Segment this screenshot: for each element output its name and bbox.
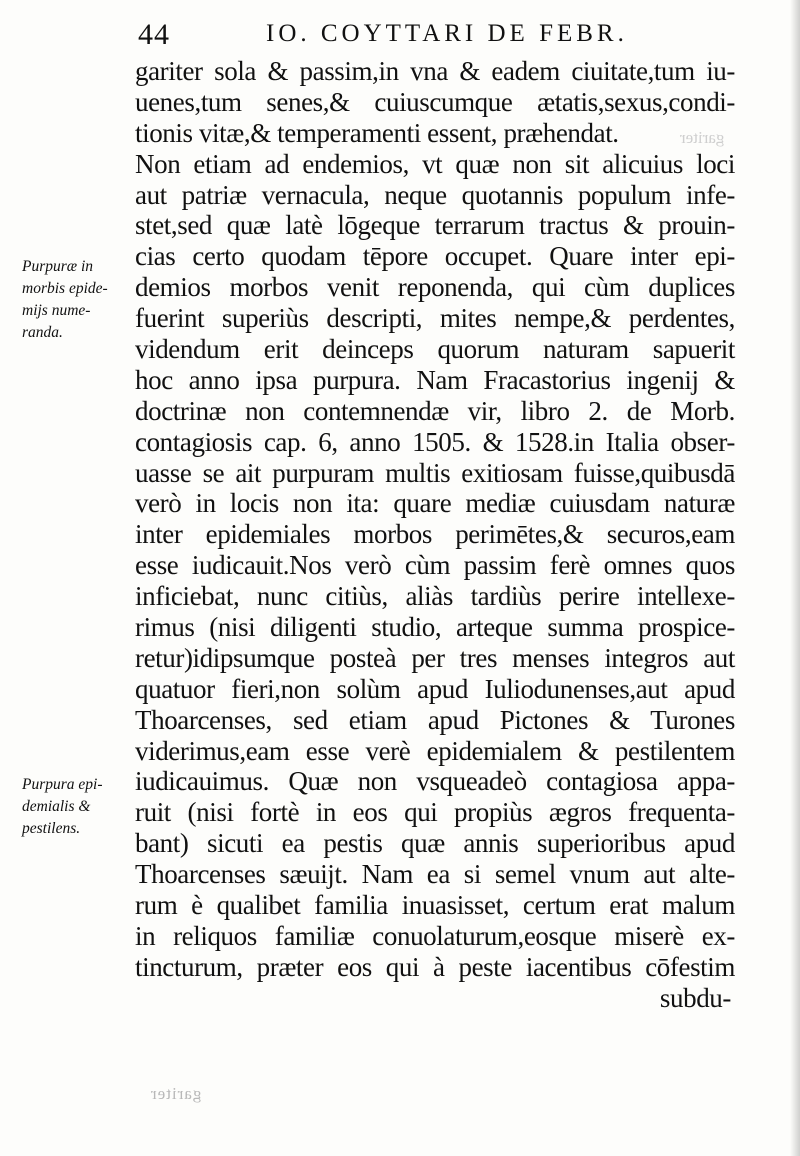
- text-line: stet,sed quæ latè lōgeque terrarum tractus & prouin-: [135, 210, 735, 241]
- text-line: hoc anno ipsa purpura. Nam Fracastorius ingenij &: [135, 364, 735, 395]
- page-number: 44: [138, 18, 170, 51]
- text-line: iudicauimus. Quæ non vsqueadeò contagiosa appa-: [135, 766, 735, 797]
- margin-note-line: randa.: [22, 324, 63, 341]
- text-line: aut patriæ vernacula, neque quotannis populum infe-: [135, 179, 735, 210]
- text-line: cias certo quodam tēpore occupet. Quare inter epi-: [135, 241, 735, 272]
- show-through-text: gariter: [150, 1084, 202, 1103]
- text-line: Thoarcenses sæuijt. Nam ea si semel vnum aut alte-: [135, 859, 735, 890]
- text-line: demios morbos venit reponenda, qui cùm duplices: [135, 272, 735, 303]
- margin-note-line: Purpura epi-: [22, 776, 103, 793]
- text-line: doctrinæ non contemnendæ vir, libro 2. de Morb.: [135, 395, 735, 426]
- text-line: tincturum, præter eos qui à peste iacentibus cōfestim: [135, 951, 735, 982]
- page-gutter-shadow: [790, 0, 800, 1156]
- text-line: tionis vitæ,& temperamenti essent, præhendat.: [135, 117, 619, 148]
- margin-note: [22, 256, 134, 344]
- text-line: gariter sola & passim,in vna & eadem ciuitate,tum iu-: [135, 56, 735, 86]
- margin-note: [22, 774, 134, 840]
- text-line: verò in locis non ita: quare mediæ cuiusdam naturæ: [135, 488, 735, 519]
- body-text: [135, 56, 735, 1014]
- text-line: ruit (nisi fortè in eos qui propiùs ægros frequenta-: [135, 797, 735, 828]
- text-line: contagiosis cap. 6, anno 1505. & 1528.in Italia obser-: [135, 426, 735, 457]
- text-line: Thoarcenses, sed etiam apud Pictones & Turones: [135, 704, 735, 735]
- running-head: IO. COYTTARI DE FEBR.: [266, 20, 628, 47]
- margin-note-line: morbis epide-: [22, 280, 108, 297]
- text-line: esse iudicauit.Nos verò cùm passim ferè omnes quos: [135, 550, 735, 581]
- text-line: videndum erit deinceps quorum naturam sapuerit: [135, 334, 735, 365]
- page-header: [138, 16, 658, 56]
- text-line: uenes,tum senes,& cuiuscumque ætatis,sexus,condi-: [135, 86, 735, 117]
- show-through-text: gariter: [680, 128, 725, 147]
- margin-note-line: pestilens.: [22, 820, 81, 837]
- text-line: inter epidemiales morbos perimētes,& securos,eam: [135, 519, 735, 550]
- text-line: bant) sicuti ea pestis quæ annis superioribus apud: [135, 828, 735, 859]
- text-line: rimus (nisi diligenti studio, arteque summa prospice-: [135, 612, 735, 643]
- text-line: retur)idipsumque posteà per tres menses integros aut: [135, 642, 735, 673]
- text-line: uasse se ait purpuram multis exitiosam fuisse,quibusdā: [135, 457, 735, 488]
- text-line: quatuor fieri,non solùm apud Iuliodunenses,aut apud: [135, 673, 735, 704]
- text-line: fuerint superiùs descripti, mites nempe,& perdentes,: [135, 303, 735, 334]
- text-line: viderimus,eam esse verè epidemialem & pestilentem: [135, 735, 735, 766]
- text-line: rum è qualibet familia inuasisset, certum erat malum: [135, 890, 735, 921]
- margin-note-line: Purpuræ in: [22, 258, 94, 275]
- text-line: in reliquos familiæ conuolaturum,eosque miserè ex-: [135, 920, 735, 951]
- catchword: subdu-: [659, 982, 731, 1013]
- margin-note-line: mijs nume-: [22, 302, 91, 319]
- text-line: inficiebat, nunc citiùs, aliàs tardiùs perire intellexe-: [135, 581, 735, 612]
- text-line: Non etiam ad endemios, vt quæ non sit alicuius loci: [135, 148, 735, 179]
- margin-note-line: demialis &: [22, 798, 91, 815]
